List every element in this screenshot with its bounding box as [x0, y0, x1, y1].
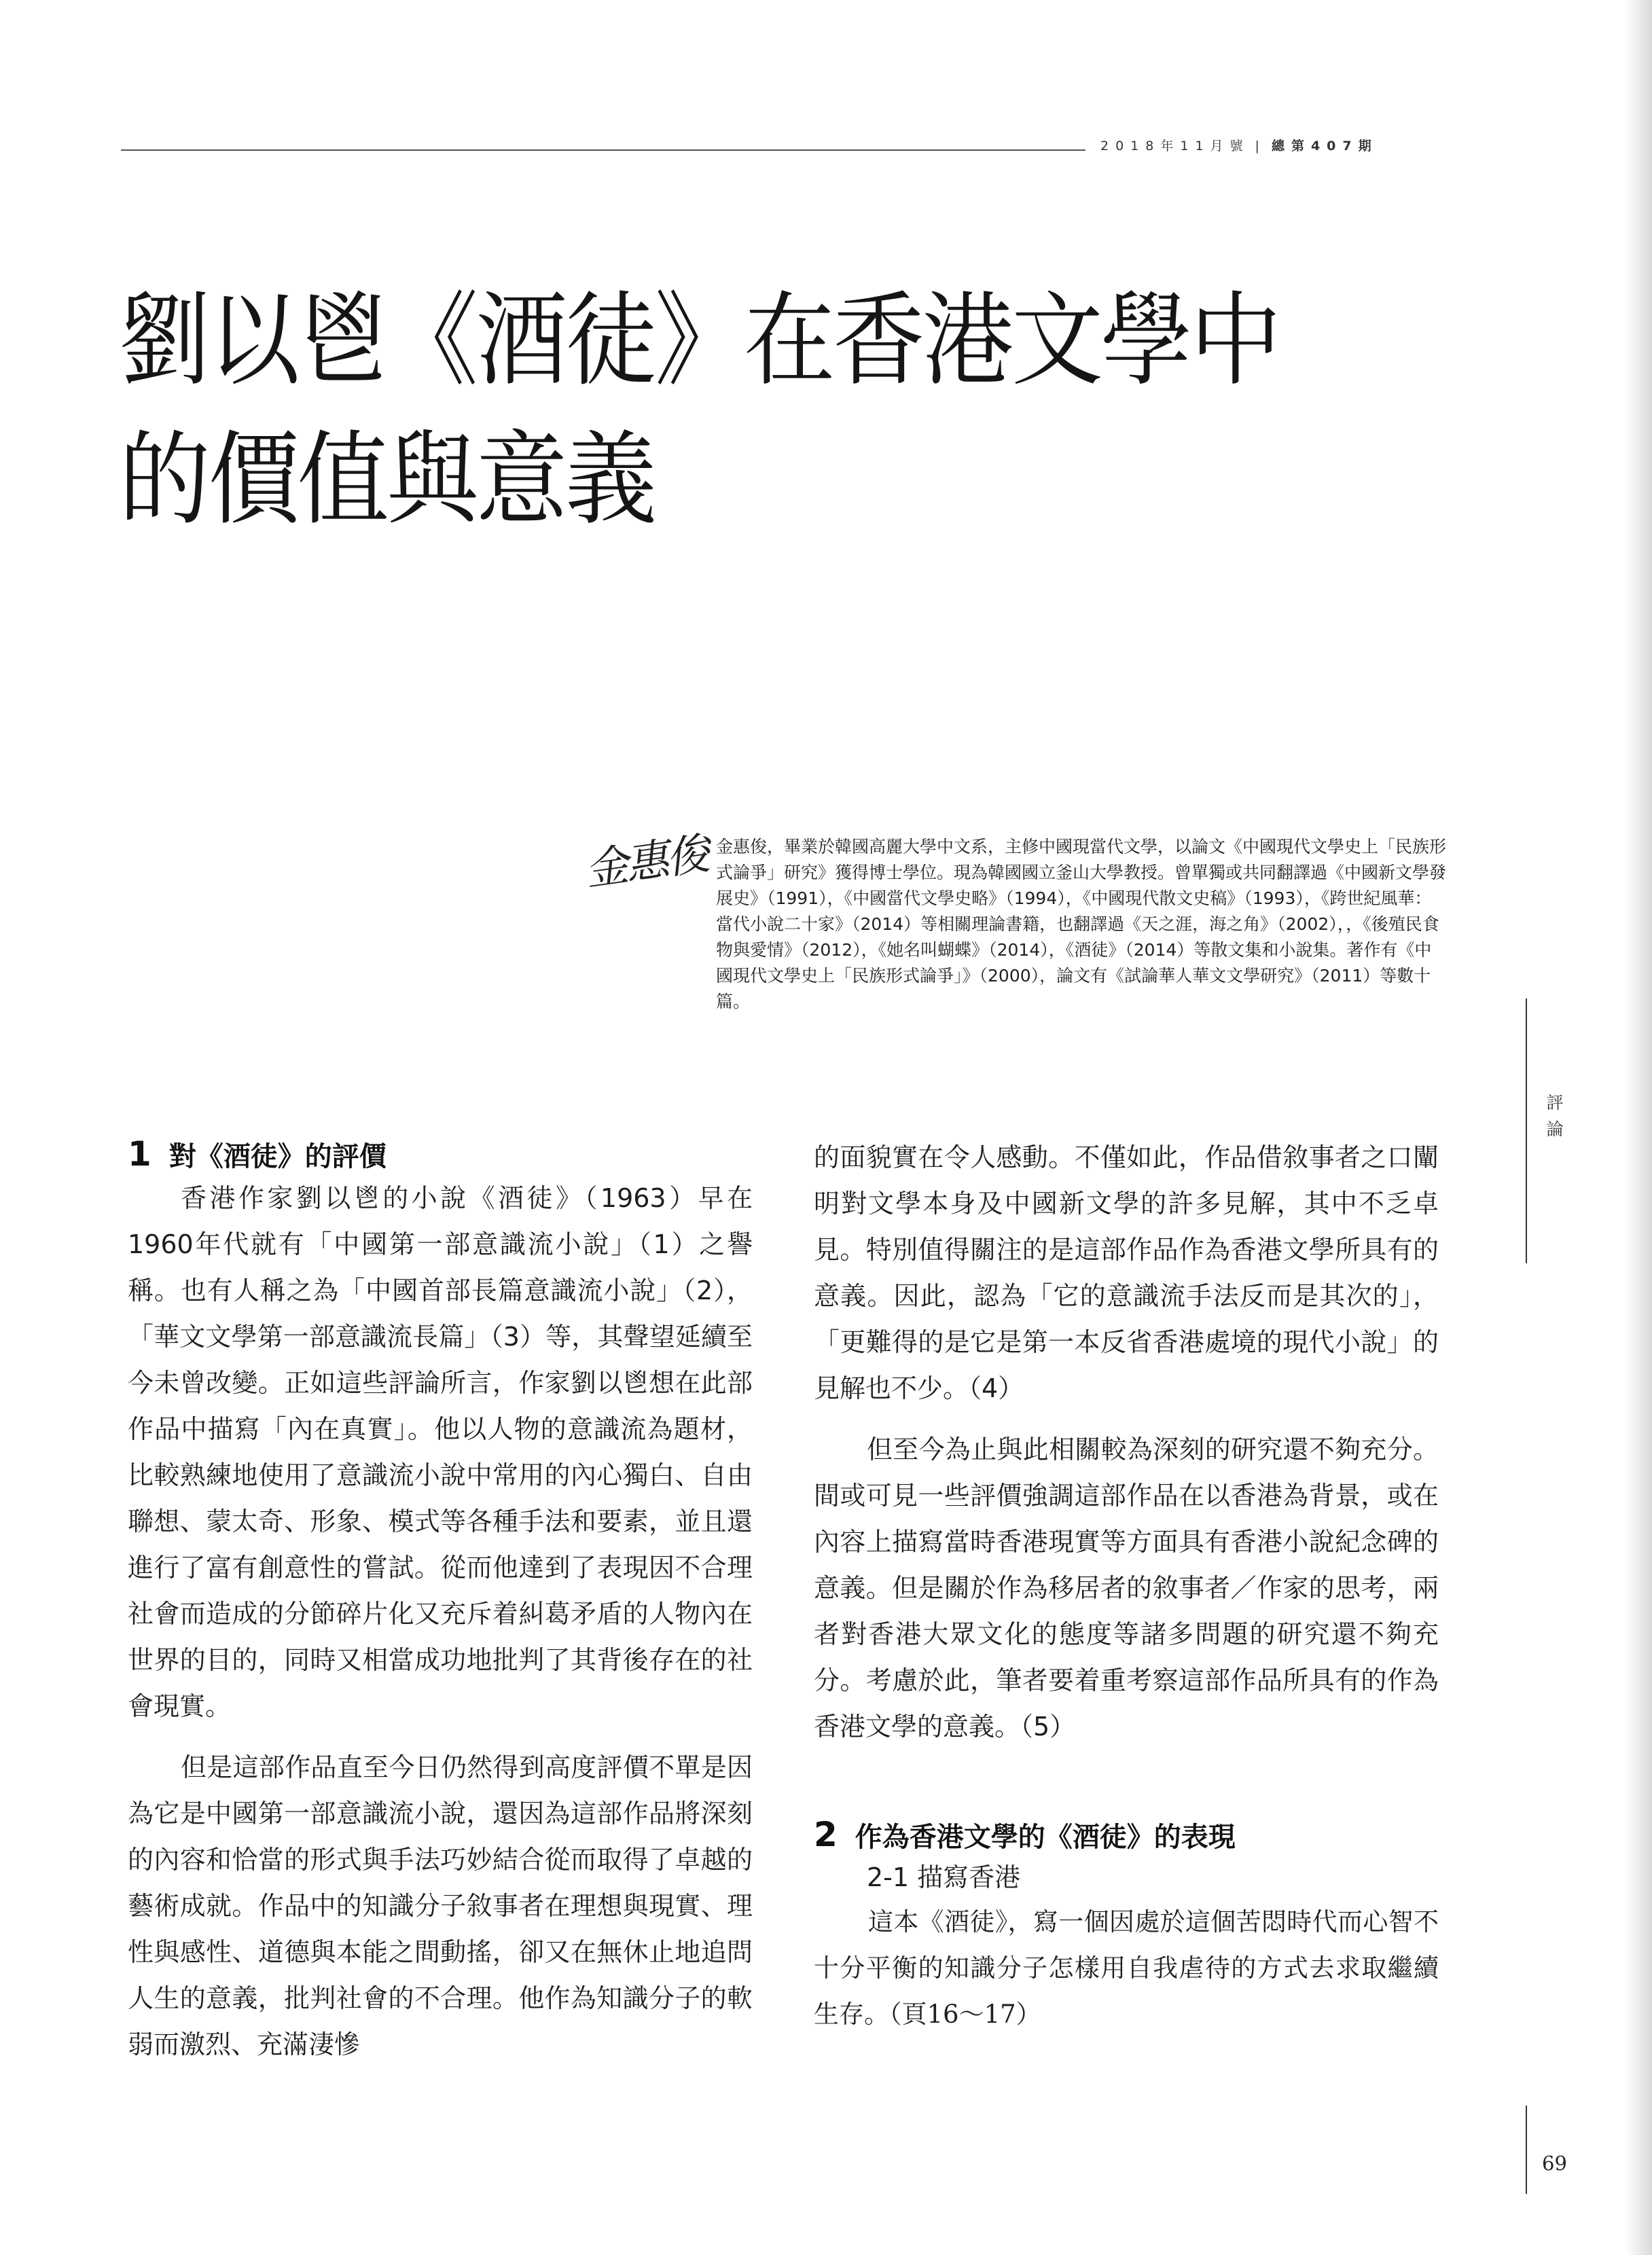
- section-1-number: 1: [128, 1134, 151, 1174]
- subsection-2-1-heading: 2-1 描寫香港: [867, 1862, 1021, 1892]
- section-1-paragraph-1: 香港作家劉以鬯的小說《酒徒》（1963）早在1960年代就有「中國第一部意識流小說」（1）之譽稱。也有人稱之為「中國首部長篇意識流小說」（2），「華文文學第一部意識流長篇」（3）等，其聲望延續至今未曾改變。正如這些評論所言，作家劉以鬯想在此部作品中描寫「內在真實」。他以人物的意識流為題材，比較熟練地使用了意識流小說中常用的內心獨白、自由聯想、蒙太奇、形象、模式等各種手法和要素，並且還進行了富有創意性的嘗試。從而他達到了表現因不合理社會而造成的分節碎片化又充斥着糾葛矛盾的人物內在世界的目的，同時又相當成功地批判了其背後存在的社會現實。: [128, 1183, 753, 1721]
- section-label-rule: [1526, 998, 1527, 1263]
- section-1-heading: [128, 1134, 753, 1174]
- header-rule: [121, 149, 1085, 151]
- section-1-paragraph-2-continued: 的面貌實在令人感動。不僅如此，作品借敘事者之口闡明對文學本身及中國新文學的許多見解，其中不乏卓見。特別值得關注的是這部作品作為香港文學所具有的意義。因此，認為「它的意識流手法反而是其次的」，「更難得的是它是第一本反省香港處境的現代小說」的見解也不少。（4）: [814, 1142, 1439, 1403]
- binding-shadow: [1625, 0, 1652, 2255]
- section-2-number: 2: [814, 1815, 838, 1854]
- author-signature: 金惠俊: [581, 829, 711, 897]
- column-left: [128, 1134, 753, 2068]
- section-1-title: 對《酒徒》的評價: [168, 1141, 387, 1172]
- title-line-2: 的價值與意義: [119, 421, 655, 539]
- block-quote: 這本《酒徒》，寫一個因處於這個苦悶時代而心智不十分平衡的知識分子怎樣用自我虐待的方式去求取繼續生存。（頁16～17）: [814, 1907, 1439, 2029]
- author-bio: 金惠俊，畢業於韓國高麗大學中文系，主修中國現當代文學，以論文《中國現代文學史上「民族形式論爭」研究》獲得博士學位。現為韓國國立釜山大學教授。曾單獨或共同翻譯過《中國新文學發展史》（1991），《中國當代文學史略》（1994），《中國現代散文史稿》（1993），《跨世紀風華：當代小說二十家》（2014）等相關理論書籍，也翻譯過《天之涯，海之角》（2002），，《後殖民食物與愛情》（2012），《她名叫蝴蝶》（2014），《酒徒》（2014）等散文集和小說集。著作有《中國現代文學史上「民族形式論爭」》（2000），論文有《試論華人華文文學研究》（2011）等數十篇。: [716, 837, 1447, 1011]
- section-label: 評論: [1544, 1094, 1564, 1147]
- running-header: [1100, 136, 1378, 154]
- section-2-heading: [814, 1815, 1439, 1854]
- article-title: [119, 272, 1280, 550]
- section-1-paragraph-2: 但是這部作品直至今日仍然得到高度評價不單是因為它是中國第一部意識流小說，還因為這部作品將深刻的內容和恰當的形式與手法巧妙結合從而取得了卓越的藝術成就。作品中的知識分子敘事者在理想與現實、理性與感性、道德與本能之間動搖，卻又在無休止地追問人生的意義，批判社會的不合理。他作為知識分子的軟弱而激烈、充滿淒慘: [128, 1752, 753, 2059]
- title-line-1: 劉以鬯《酒徒》在香港文學中: [119, 282, 1280, 400]
- section-1-paragraph-3: 但至今為止與此相關較為深刻的研究還不夠充分。間或可見一些評價強調這部作品在以香港為背景，或在內容上描寫當時香港現實等方面具有香港小說紀念碑的意義。但是關於作為移居者的敘事者／作家的思考，兩者對香港大眾文化的態度等諸多問題的研究還不夠充分。考慮於此，筆者要着重考察這部作品所具有的作為香港文學的意義。（5）: [814, 1435, 1439, 1742]
- page-number-rule: [1526, 2106, 1527, 2194]
- section-2-title: 作為香港文學的《酒徒》的表現: [855, 1822, 1236, 1853]
- header-divider: |: [1255, 139, 1266, 154]
- header-issue: 總第407期: [1271, 139, 1378, 154]
- column-right: [814, 1134, 1439, 2038]
- header-date: 2018年11月號: [1100, 139, 1250, 154]
- page-number: 69: [1542, 2152, 1567, 2175]
